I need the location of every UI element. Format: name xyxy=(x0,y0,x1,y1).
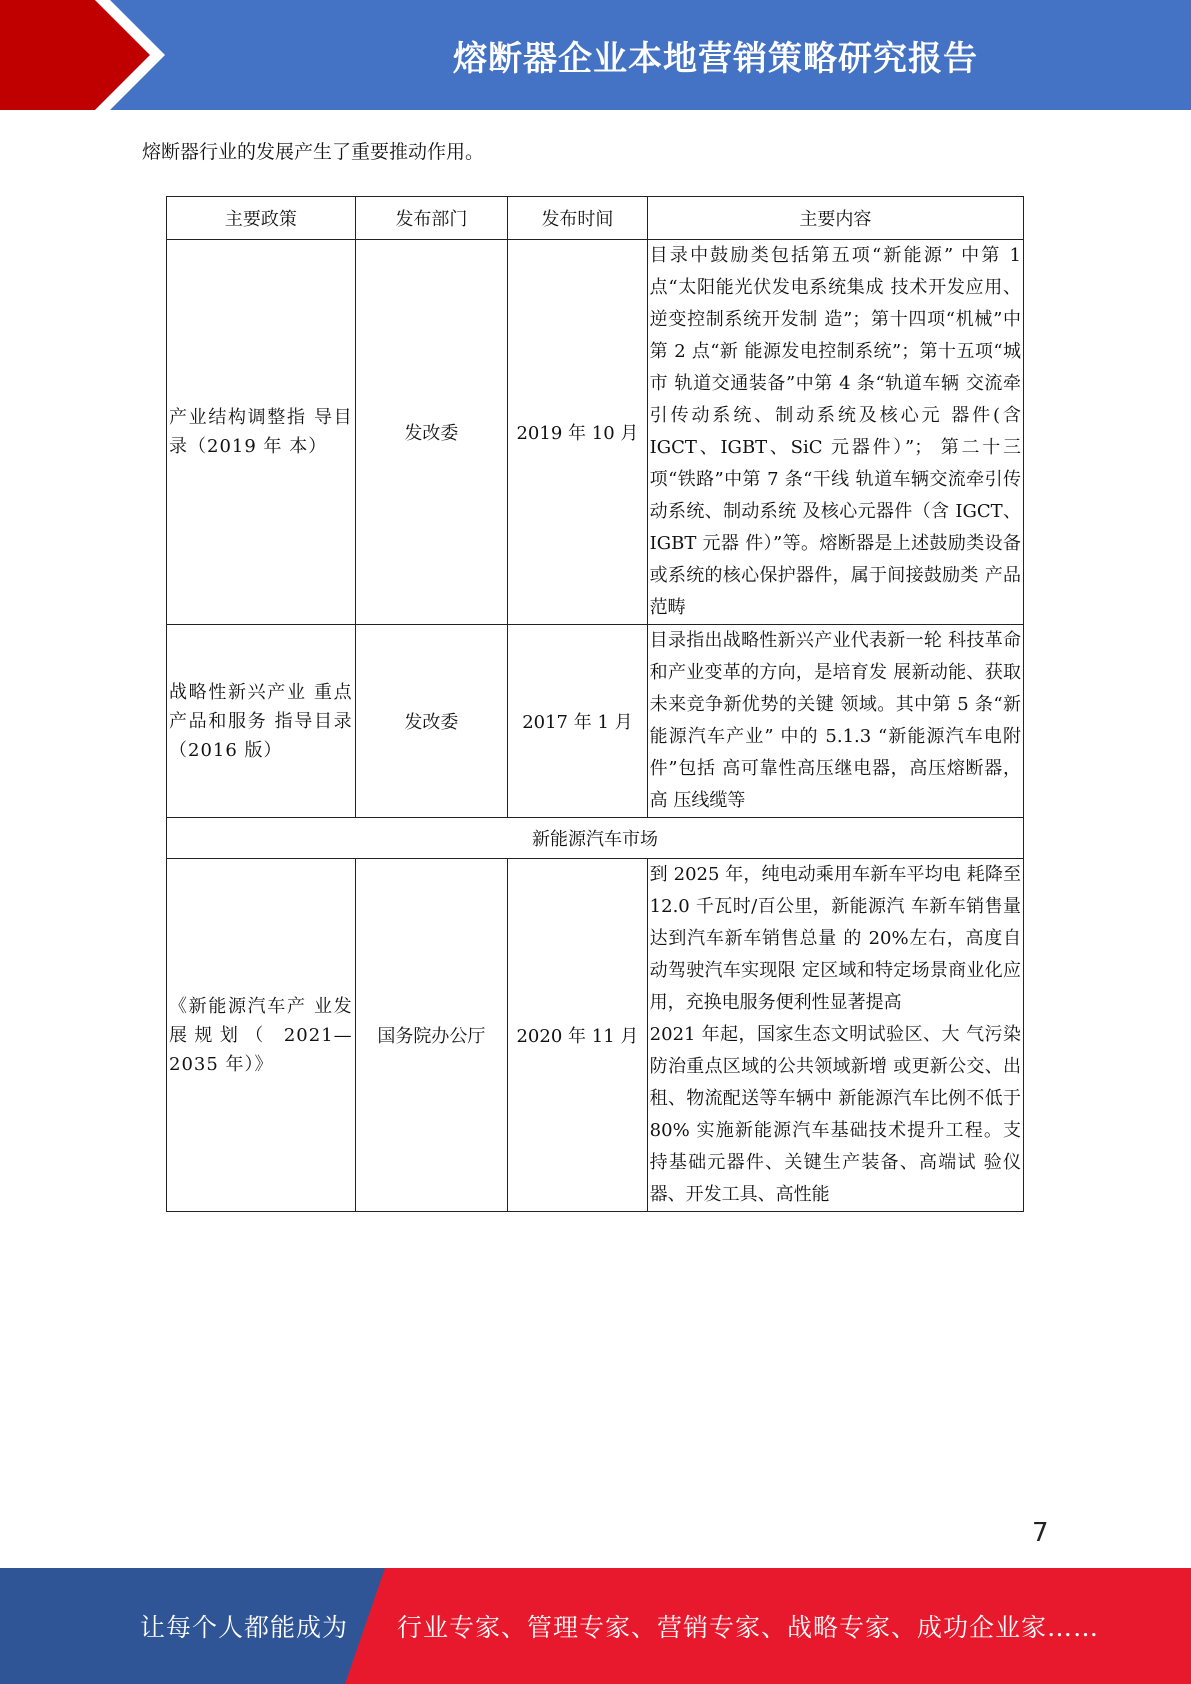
department-cell: 发改委 xyxy=(355,625,508,818)
table-header-row xyxy=(167,197,1024,240)
page-number: 7 xyxy=(1032,1518,1049,1548)
section-row xyxy=(167,818,1024,859)
content-cell: 目录中鼓励类包括第五项“新能源” 中第 1 点“太阳能光伏发电系统集成 技术开发应用、逆变控制系统开发制 造”；第十四项“机械”中第 2 点“新 能源发电控制系统”；第十五项“城市 轨道交通装备”中第 4 条“轨道车辆 交流牵引传动系统、制动系统及核心元 器件(含 IGCT、IGBT、SiC 元器件）”； 第二十三项“铁路”中第 7 条“干线 轨道车辆交流牵引传动系统、制动系统 及核心元器件（含 IGCT、IGBT 元器 件）”等。熔断器是上述鼓励类设备或系统的核心保护器件，属于间接鼓励类 产品范畴 xyxy=(647,240,1023,625)
content-cell xyxy=(647,859,1023,1212)
content-paragraph-1: 到 2025 年，纯电动乘用车新车平均电 耗降至 12.0 千瓦时/百公里，新能源汽 车新车销售量达到汽车新车销售总量 的 20%左右，高度自动驾驶汽车实现限 定区域和特定场景商业化应用，充换电服务便利性显著提高 xyxy=(649,864,1021,1013)
report-title: 熔断器企业本地营销策略研究报告 xyxy=(453,38,978,79)
policy-table xyxy=(166,196,1024,1212)
content-paragraph-2: 2021 年起，国家生态文明试验区、大 气污染防治重点区域的公共领域新增 或更新公交、出租、物流配送等车辆中 新能源汽车比例不低于 80% 实施新能源汽车基础技术提升工程。支 持基础元器件、关键生产装备、高端试 验仪器、开发工具、高性能 xyxy=(649,1024,1021,1205)
date-cell: 2019 年 10 月 xyxy=(508,240,647,625)
table-row xyxy=(167,240,1024,625)
header-department: 发布部门 xyxy=(355,197,508,240)
department-cell: 发改委 xyxy=(355,240,508,625)
content-cell: 目录指出战略性新兴产业代表新一轮 科技革命和产业变革的方向，是培育发 展新动能、获取未来竞争新优势的关键 领域。其中第 5 条“新能源汽车产业” 中的 5.1.3 “新能源汽车电附件”包括 高可靠性高压继电器，高压熔断器，高 压线缆等 xyxy=(647,625,1023,818)
header-content: 主要内容 xyxy=(647,197,1023,240)
date-cell: 2017 年 1 月 xyxy=(508,625,647,818)
date-cell: 2020 年 11 月 xyxy=(508,859,647,1212)
page-footer xyxy=(0,1568,1191,1684)
header-policy: 主要政策 xyxy=(167,197,356,240)
footer-slogan-left: 让每个人都能成为 xyxy=(140,1613,349,1642)
policy-name-cell: 《新能源汽车产 业发展规划（ 2021—2035 年）》 xyxy=(167,859,356,1212)
policy-name-cell: 战略性新兴产业 重点产品和服务 指导目录（2016 版） xyxy=(167,625,356,818)
policy-name-cell: 产业结构调整指 导目录（2019 年 本） xyxy=(167,240,356,625)
table-row xyxy=(167,625,1024,818)
section-label: 新能源汽车市场 xyxy=(167,818,1024,859)
department-cell: 国务院办公厅 xyxy=(355,859,508,1212)
table-row xyxy=(167,859,1024,1212)
header-date: 发布时间 xyxy=(508,197,647,240)
intro-paragraph: 熔断器行业的发展产生了重要推动作用。 xyxy=(142,141,485,163)
footer-slogan-right: 行业专家、管理专家、营销专家、战略专家、成功企业家…… xyxy=(397,1613,1100,1642)
page-header xyxy=(0,0,1191,110)
